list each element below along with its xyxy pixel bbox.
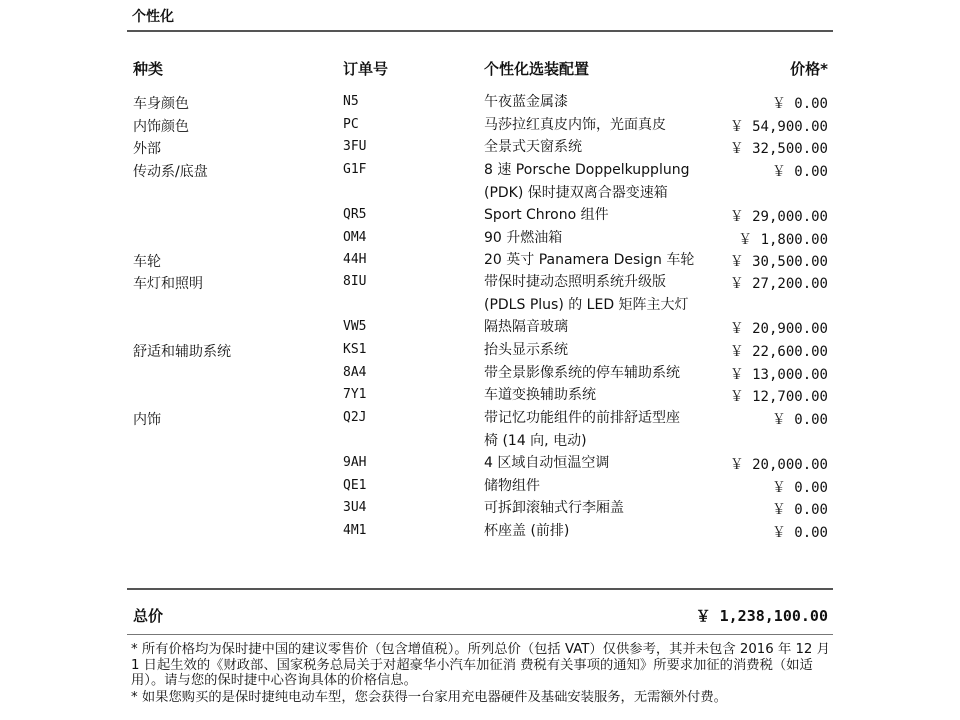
row-option-line: 椅 (14 向, 电动) <box>484 432 587 449</box>
row-order-code: G1F <box>343 162 367 177</box>
row-price: ￥ 0.00 <box>771 525 828 541</box>
row-option <box>484 249 724 272</box>
row-option-line: 4 区域自动恒温空调 <box>484 455 610 471</box>
row-option <box>484 136 724 159</box>
row-option-line: 8 速 Porsche Doppelkupplung <box>484 162 690 178</box>
row-option-line: 带全景影像系统的停车辅助系统 <box>484 365 680 381</box>
row-order-code: N5 <box>343 94 359 109</box>
notes-divider <box>127 634 833 635</box>
header-order-no: 订单号 <box>343 60 389 78</box>
row-price: ￥ 20,900.00 <box>729 321 828 337</box>
top-divider <box>127 30 833 32</box>
total-divider <box>127 588 833 590</box>
row-category: 内饰颜色 <box>133 119 189 135</box>
row-option-line: (PDLS Plus) 的 LED 矩阵主大灯 <box>484 296 689 313</box>
row-option <box>484 204 724 227</box>
row-price: ￥ 0.00 <box>771 96 828 112</box>
row-category: 内饰 <box>133 412 161 428</box>
row-option-line: 抬头显示系统 <box>484 342 568 358</box>
row-price: ￥ 54,900.00 <box>729 119 828 135</box>
row-price: ￥ 0.00 <box>771 164 828 180</box>
row-option <box>484 475 724 498</box>
row-order-code: 3U4 <box>343 500 367 515</box>
row-option-line: 带记忆功能组件的前排舒适型座 <box>484 410 680 426</box>
row-category: 车身颜色 <box>133 96 189 112</box>
row-option <box>484 407 724 452</box>
row-option <box>484 227 724 250</box>
row-category: 传动系/底盘 <box>133 164 208 180</box>
row-option-line: 20 英寸 Panamera Design 车轮 <box>484 252 695 268</box>
row-option <box>484 271 724 316</box>
header-price: 价格* <box>790 60 828 78</box>
row-option-line: 隔热隔音玻璃 <box>484 319 568 335</box>
row-option-line: 可拆卸滚轴式行李厢盖 <box>484 500 624 516</box>
row-category: 外部 <box>133 141 161 157</box>
row-option-line: 马莎拉红真皮内饰，光面真皮 <box>484 117 666 133</box>
row-order-code: 4M1 <box>343 523 367 538</box>
total-value: ￥ 1,238,100.00 <box>695 607 828 625</box>
row-option <box>484 384 724 407</box>
row-option-line: 车道变换辅助系统 <box>484 387 596 403</box>
row-option <box>484 339 724 362</box>
row-order-code: 3FU <box>343 139 367 154</box>
row-order-code: PC <box>343 117 359 132</box>
header-category: 种类 <box>133 60 164 78</box>
footnote-price: * 所有价格均为保时捷中国的建议零售价（包含增值税）。所列总价（包括 VAT）仅供参考，其并未包含 2016 年 12 月 1 日起生效的《财政部、国家税务总局关于对超豪华小汽车加征消 费税有关事项的通知》所要求加征的消费税（如适用）。请与您的保时捷中心咨询具体的价格信息。 <box>131 642 830 688</box>
row-price: ￥ 20,000.00 <box>729 457 828 473</box>
row-order-code: 8IU <box>343 274 367 289</box>
row-price: ￥ 1,800.00 <box>738 232 828 248</box>
row-option <box>484 520 724 543</box>
row-order-code: Q2J <box>343 410 367 425</box>
footnote-charger: * 如果您购买的是保时捷纯电动车型，您会获得一台家用充电器硬件及基础安装服务，无需额外付费。 <box>131 690 727 705</box>
row-option-line: 杯座盖 (前排) <box>484 523 570 539</box>
row-price: ￥ 27,200.00 <box>729 276 828 292</box>
row-option-line: 储物组件 <box>484 478 540 494</box>
row-order-code: QR5 <box>343 207 367 222</box>
row-option-line: Sport Chrono 组件 <box>484 207 609 223</box>
row-order-code: 44H <box>343 252 367 267</box>
row-price: ￥ 30,500.00 <box>729 254 828 270</box>
row-option <box>484 497 724 520</box>
row-option-line: 午夜蓝金属漆 <box>484 94 568 110</box>
row-option <box>484 114 724 137</box>
header-option: 个性化选装配置 <box>484 60 590 78</box>
row-option-line: (PDK) 保时捷双离合器变速箱 <box>484 184 668 201</box>
row-option <box>484 452 724 475</box>
row-option <box>484 362 724 385</box>
row-price: ￥ 0.00 <box>771 412 828 428</box>
row-option-line: 90 升燃油箱 <box>484 230 563 246</box>
row-order-code: 7Y1 <box>343 387 367 402</box>
row-option-line: 全景式天窗系统 <box>484 139 582 155</box>
row-option-line: 带保时捷动态照明系统升级版 <box>484 274 666 290</box>
row-price: ￥ 22,600.00 <box>729 344 828 360</box>
row-price: ￥ 12,700.00 <box>729 389 828 405</box>
row-order-code: 9AH <box>343 455 367 470</box>
total-label: 总价 <box>133 607 164 625</box>
row-option <box>484 316 724 339</box>
row-order-code: OM4 <box>343 230 367 245</box>
section-title: 个性化 <box>132 9 174 25</box>
row-price: ￥ 13,000.00 <box>729 367 828 383</box>
row-order-code: QE1 <box>343 478 367 493</box>
row-price: ￥ 0.00 <box>771 480 828 496</box>
row-price: ￥ 29,000.00 <box>729 209 828 225</box>
row-category: 车轮 <box>133 254 161 270</box>
row-order-code: VW5 <box>343 319 367 334</box>
row-option <box>484 159 724 204</box>
row-option <box>484 91 724 114</box>
row-price: ￥ 32,500.00 <box>729 141 828 157</box>
row-price: ￥ 0.00 <box>771 502 828 518</box>
row-category: 车灯和照明 <box>133 276 203 292</box>
row-order-code: 8A4 <box>343 365 367 380</box>
row-category: 舒适和辅助系统 <box>133 344 231 360</box>
row-order-code: KS1 <box>343 342 367 357</box>
